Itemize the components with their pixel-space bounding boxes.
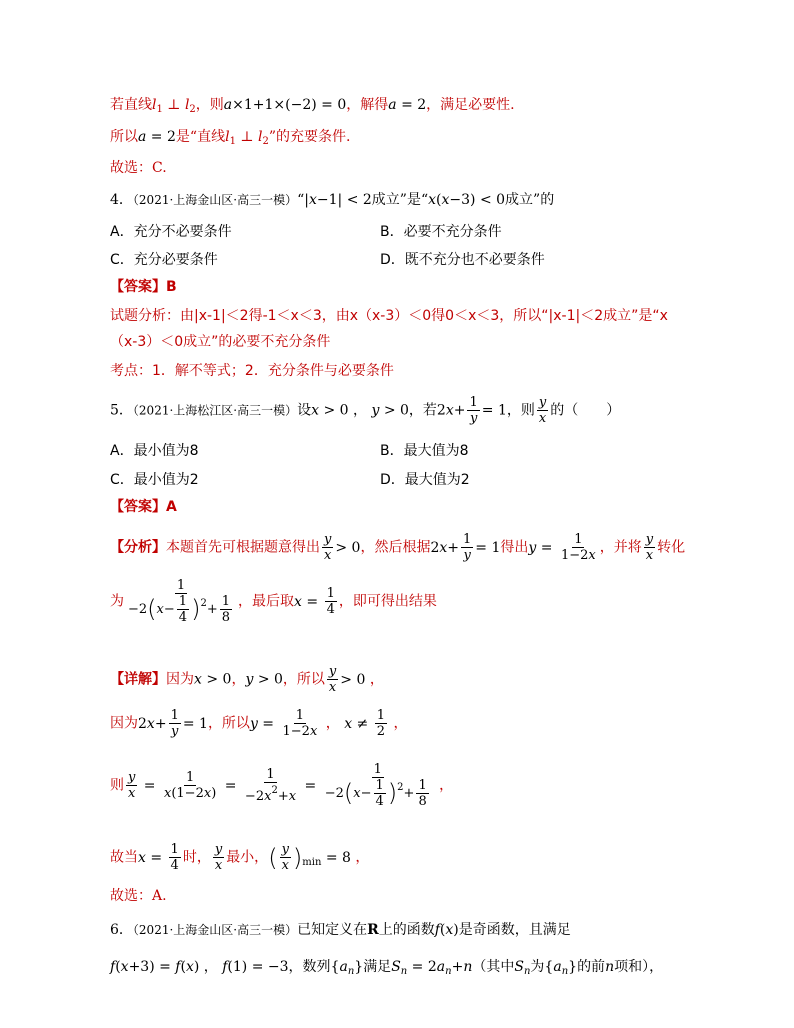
prev-solution-line-1: 若直线$l_1$ ⊥ $l_2$，则a×1+1×(−2) = 0，解得a = 2，满足必要性. (110, 97, 515, 115)
text: 本题首先可根据题意得出 (166, 539, 320, 556)
question-5-final-answer: 故选：A. (110, 888, 167, 904)
text: 成立”是“ (371, 192, 429, 208)
text: 项和）， (614, 959, 664, 975)
text: 时， (182, 849, 211, 866)
text: 则 (110, 777, 124, 794)
text: （其中 (472, 959, 515, 975)
question-source: （2021·上海金山区·高三一模） (132, 923, 298, 937)
text: 上的函数 (378, 922, 435, 938)
text: ，即可得出结果 (338, 593, 437, 610)
text: 是“直线 (175, 129, 226, 145)
text: ，数列 (288, 959, 331, 975)
text: 设 (297, 402, 312, 419)
text: 所以 (110, 129, 138, 145)
question-6-stem-line-1: 6．（2021·上海金山区·高三一模）已知定义在R上的函数f(x)是奇函数，且满足 (110, 922, 571, 938)
analysis-label: 【分析】 (110, 539, 166, 556)
question-5-detail-line-1: 【详解】因为x > 0，y > 0，所以 $\frac{y}{x}$ > 0 ， (110, 664, 384, 695)
question-5-stem: 5．（2021·上海松江区·高三一模）设x > 0 ， y > 0，若2x+ $\frac{1}{y}$ = 1，则 $\frac{y}{x}$ 的（ ） (110, 395, 621, 426)
question-5-option-d: D．最大值为2 (380, 472, 470, 488)
question-5-analysis-line-1: 【分析】本题首先可根据题意得出 $\frac{y}{x}$ > 0，然后根据2x+ $\frac{1}{y}$ = 1得出y = $\frac{1}{1-2x}$ ，并将 $\frac{y}{x}$ 转化 (110, 532, 686, 563)
question-4-option-a: A．充分不必要条件 (110, 224, 232, 240)
text: ，所以 (282, 671, 325, 688)
text: ”的充要条件. (268, 129, 351, 145)
text: ， (231, 671, 246, 688)
text: ，满足必要性. (426, 97, 515, 113)
text: ，然后根据 (360, 539, 431, 556)
prev-answer-choice: 故选：C. (110, 160, 167, 176)
question-5-detail-line-4: 故当x = $\frac{1}{4}$ 时， $\frac{y}{x}$ 最小，( $\frac{y}{x}$ )$_{min} = 8$ ， (110, 842, 370, 873)
text: 得出 (500, 539, 529, 556)
text: ，则 (195, 97, 224, 113)
question-4-stem: 4．（2021·上海金山区·高三一模）“|x−1| < 2成立”是“x(x−3) < 0成立”的 (110, 192, 555, 208)
question-5-answer: 【答案】A (110, 499, 177, 515)
question-4-answer: 【答案】B (110, 279, 177, 295)
question-source: （2021·上海松江区·高三一模） (132, 403, 298, 418)
question-6-stem-line-2: f(x+3) = f(x) ， f(1) = −3，数列$\{a_n\}$满足$S_n = 2a_n+n$（其中$S_n$为$\{a_n\}$的前n项和）， (110, 959, 664, 977)
text: 因为 (166, 671, 194, 688)
text: 为 (530, 959, 545, 975)
text: 若直线 (110, 97, 152, 113)
question-4-analysis-line-1: 试题分析：由|x-1|＜2得-1＜x＜3，由x（x-3）＜0得0＜x＜3，所以“|x-1|＜2成立”是“x (110, 308, 668, 324)
question-4-option-b: B．必要不充分条件 (380, 224, 502, 240)
text: 的（ ） (550, 402, 621, 419)
question-5-detail-line-2: 因为2x+ $\frac{1}{y}$ = 1，所以y = $\frac{1}{1-2x}$ ， x ≠ $\frac{1}{2}$ ， (110, 708, 408, 739)
text: ，所以 (207, 715, 250, 732)
text: 成立”的 (505, 192, 555, 208)
question-4-option-d: D．既不充分也不必要条件 (380, 252, 545, 268)
question-4-option-c: C．充分必要条件 (110, 252, 218, 268)
question-5-option-b: B．最大值为8 (380, 443, 469, 459)
detail-label: 【详解】 (110, 671, 166, 688)
question-source: （2021·上海金山区·高三一模） (132, 193, 298, 207)
text: ，并将 (599, 539, 642, 556)
text: ，若 (408, 402, 437, 419)
text: ，最后取 (238, 593, 295, 610)
text: 为 (110, 593, 124, 610)
question-number: 4． (110, 192, 133, 208)
question-4-key-points: 考点：1．解不等式；2．充分条件与必要条件 (110, 363, 394, 379)
text: 的前 (577, 959, 606, 975)
text: 因为 (110, 715, 138, 732)
text: “ (297, 192, 305, 208)
text: 已知定义在 (297, 922, 368, 938)
question-5-detail-line-3: 则 $\frac{y}{x}$ = $\frac{1}{x(1-2x)}$ = $\frac{1}{-2x^2+x}$ = 1 −2(x− $\frac{1}{4}$ )$^2$+ $\frac{1}{8}$ ， (110, 762, 454, 809)
text: ，则 (506, 402, 535, 419)
text: 满足 (363, 959, 392, 975)
text: 是奇函数，且满足 (458, 922, 571, 938)
text: 故当 (110, 849, 138, 866)
text: ，解得 (346, 97, 389, 113)
question-5-analysis-line-2: 为 1 −2(x− $\frac{1}{4}$ )$^2$+ $\frac{1}{8}$ ，最后取x = $\frac{1}{4}$ ，即可得出结果 (110, 578, 437, 625)
question-number: 6． (110, 922, 133, 938)
question-number: 5． (110, 402, 133, 419)
prev-solution-line-2: 所以a = 2是“直线$l_1$ ⊥ $l_2$”的充要条件. (110, 129, 351, 147)
question-5-option-a: A．最小值为8 (110, 443, 199, 459)
text: 转化 (657, 539, 686, 556)
question-5-option-c: C．最小值为2 (110, 472, 199, 488)
question-4-analysis-line-2: （x-3）＜0成立”的必要不充分条件 (110, 334, 331, 350)
text: 最小， (226, 849, 269, 866)
